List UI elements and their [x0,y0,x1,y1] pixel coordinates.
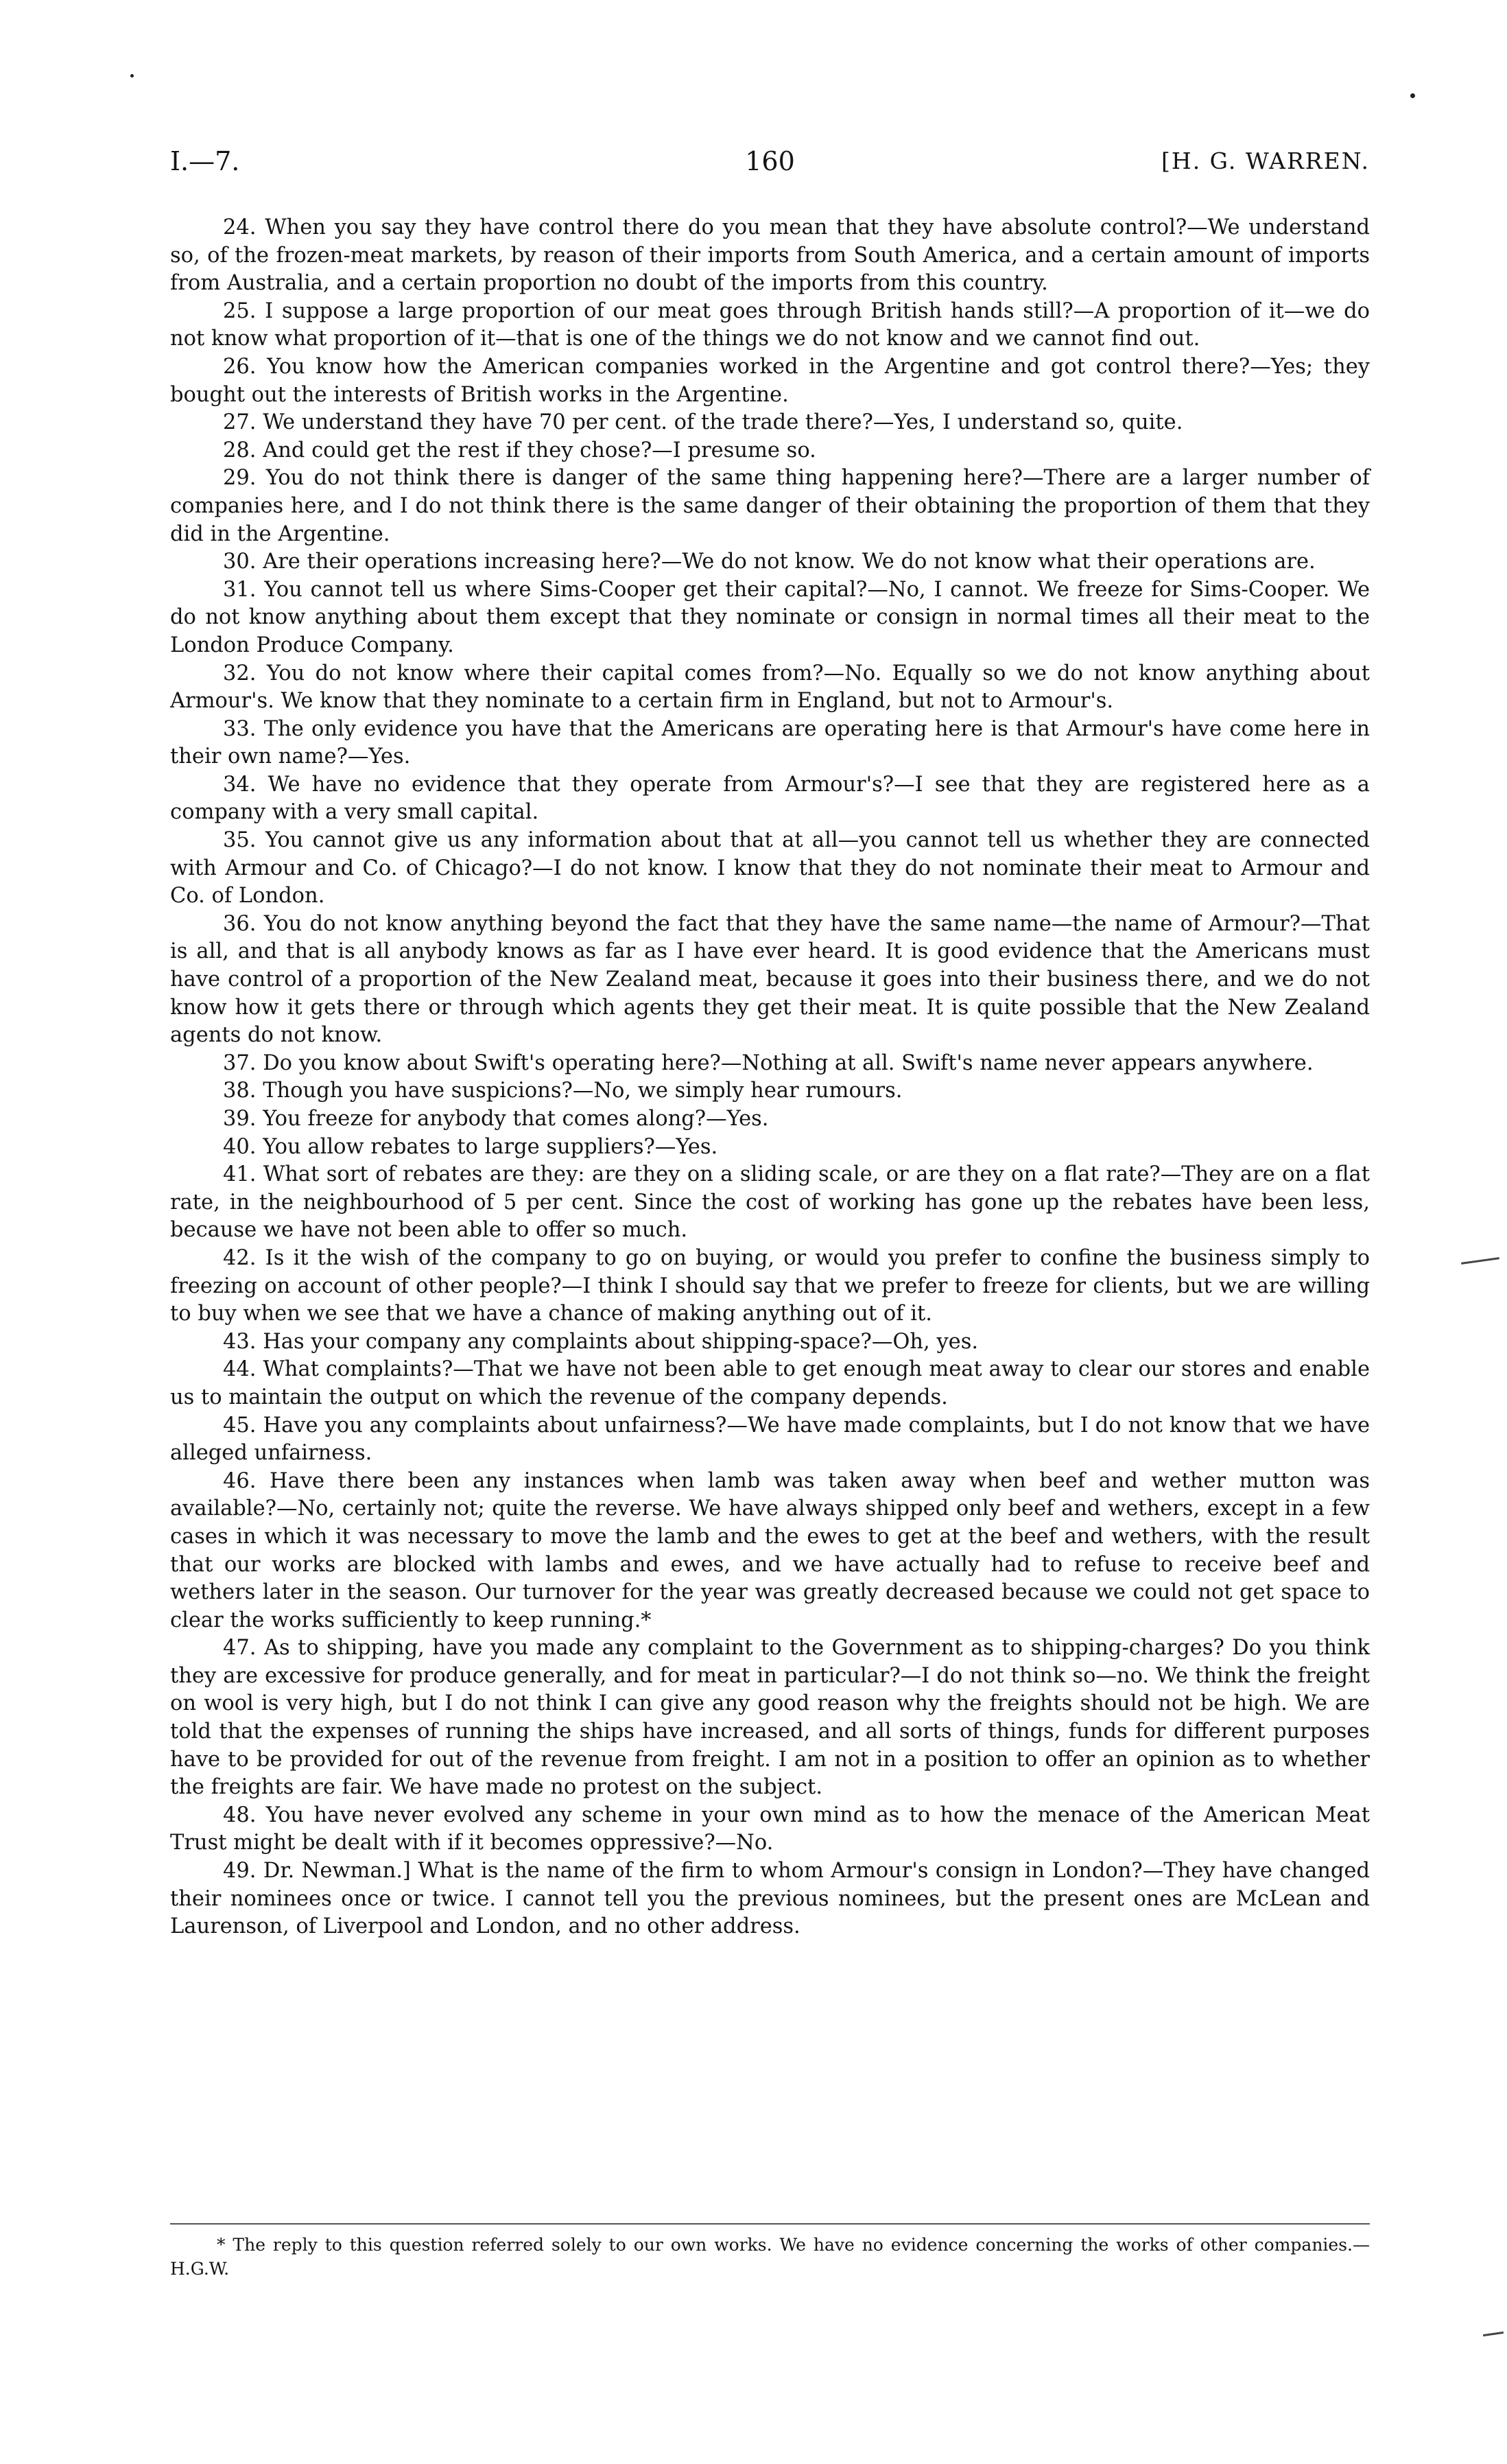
question-43: 43. Has your company any complaints about shipping-space?—Oh, yes. [223,1329,979,1354]
question-45: 45. Have you any complaints about unfairness?—We have made complaints, but I do not know that we have alleged unfairness. [170,1413,1370,1466]
scan-speck [130,74,134,78]
testimony-body [170,214,1370,1941]
question-46: 46. Have there been any instances when lamb was taken away when beef and wether mutton was available?—No, certainly not; quite the reverse. We have always shipped only beef and wethers, except in a few cases in which it was necessary to move the lamb and the ewes to get at the beef and wethers, with the result that our works are blocked with lambs and ewes, and we have actually had to refuse to receive beef and wethers later in the season. Our turnover for the year was greatly decreased because we could not get space to clear the works sufficiently to keep running.* [170,1468,1370,1632]
question-44: 44. What complaints?—That we have not been able to get enough meat away to clear our stores and enable us to maintain the output on which the revenue of the company depends. [170,1357,1370,1409]
question-34: 34. We have no evidence that they operate from Armour's?—I see that they are registered here as a company with a very small capital. [170,772,1370,825]
witness-name: [H. G. WARREN. [1161,148,1370,174]
question-36: 36. You do not know anything beyond the fact that they have the same name—the name of Armour?—That is all, and that is all anybody knows as far as I have ever heard. It is good evidence that the Americans must have control of a proportion of the New Zealand meat, because it goes into their business there, and we do not know how it gets there or through which agents they get their meat. It is quite possible that the New Zealand agents do not know. [170,911,1370,1048]
question-35: 35. You cannot give us any information about that at all—you cannot tell us whether they are connected with Armour and Co. of Chicago?—I do not know. I know that they do not nominate their meat to Armour and Co. of London. [170,828,1370,908]
page-number: 160 [745,146,795,176]
question-37: 37. Do you know about Swift's operating here?—Nothing at all. Swift's name never appears anywhere. [223,1051,1314,1075]
question-28: 28. And could get the rest if they chose?—I presume so. [223,438,816,462]
question-42: 42. Is it the wish of the company to go on buying, or would you prefer to confine the business simply to freezing on account of other people?—I think I should say that we prefer to freeze for clients, but we are willing to buy when we see that we have a chance of making anything out of it. [170,1245,1370,1326]
scan-speck [1410,93,1415,98]
question-31: 31. You cannot tell us where Sims-Cooper get their capital?—No, I cannot. We freeze for Sims-Cooper. We do not know anything about them except that they nominate or consign in normal times all their meat to the London Produce Company. [170,577,1370,657]
question-48: 48. You have never evolved any scheme in your own mind as to how the menace of the American Meat Trust might be dealt with if it becomes oppressive?—No. [170,1803,1370,1855]
margin-mark [1461,1257,1499,1265]
question-39: 39. You freeze for anybody that comes along?—Yes. [223,1107,769,1131]
footnote: * The reply to this question referred solely to our own works. We have no evidence concerning the works of other companies.—H.G.W. [170,2235,1370,2279]
question-27: 27. We understand they have 70 per cent. of the trade there?—Yes, I understand so, quite. [223,410,1183,435]
report-code: I.—7. [170,146,240,176]
question-47: 47. As to shipping, have you made any complaint to the Government as to shipping-charges? Do you think they are excessive for produce generally, and for meat in particular?—I do not think so—no. We think the freight on wool is very high, but I do not think I can give any good reason why the freights should not be high. We are told that the expenses of running the ships have increased, and all sorts of things, funds for different purposes have to be provided for out of the revenue from freight. I am not in a position to offer an opinion as to whether the freights are fair. We have made no protest on the subject. [170,1636,1370,1800]
question-41: 41. What sort of rebates are they: are they on a sliding scale, or are they on a flat rate?—They are on a flat rate, in the neighbourhood of 5 per cent. Since the cost of working has gone up the rebates have been less, because we have not been able to offer so much. [170,1162,1370,1243]
question-33: 33. The only evidence you have that the Americans are operating here is that Armour's have come here in their own name?—Yes. [170,716,1370,769]
question-29: 29. You do not think there is danger of the same thing happening here?—There are a larger number of companies here, and I do not think there is the same danger of their obtaining the proportion of them that they did in the Argentine. [170,466,1370,546]
question-30: 30. Are their operations increasing here?—We do not know. We do not know what their operations are. [223,550,1316,574]
question-38: 38. Though you have suspicions?—No, we simply hear rumours. [223,1079,903,1103]
question-40: 40. You allow rebates to large suppliers?—Yes. [223,1134,718,1159]
question-26: 26. You know how the American companies worked in the Argentine and got control there?—Yes; they bought out the interests of British works in the Argentine. [170,354,1370,407]
question-24: 24. When you say they have control there do you mean that they have absolute control?—We understand so, of the frozen-meat markets, by reason of their imports from South America, and a certain amount of imports from Australia, and a certain proportion no doubt of the imports from this country. [170,215,1370,296]
question-25: 25. I suppose a large proportion of our meat goes through British hands still?—A proportion of it—we do not know what proportion of it—that is one of the things we do not know and we cannot find out. [170,298,1370,351]
question-32: 32. You do not know where their capital comes from?—No. Equally so we do not know anything about Armour's. We know that they nominate to a certain firm in England, but not to Armour's. [170,661,1370,714]
question-49: 49. Dr. Newman.] What is the name of the firm to whom Armour's consign in London?—They have changed their nominees once or twice. I cannot tell you the previous nominees, but the present ones are McLean and Laurenson, of Liverpool and London, and no other address. [170,1859,1370,1939]
margin-mark [1483,2332,1504,2336]
footnote-divider [170,2223,1370,2225]
page-header [170,141,1370,182]
